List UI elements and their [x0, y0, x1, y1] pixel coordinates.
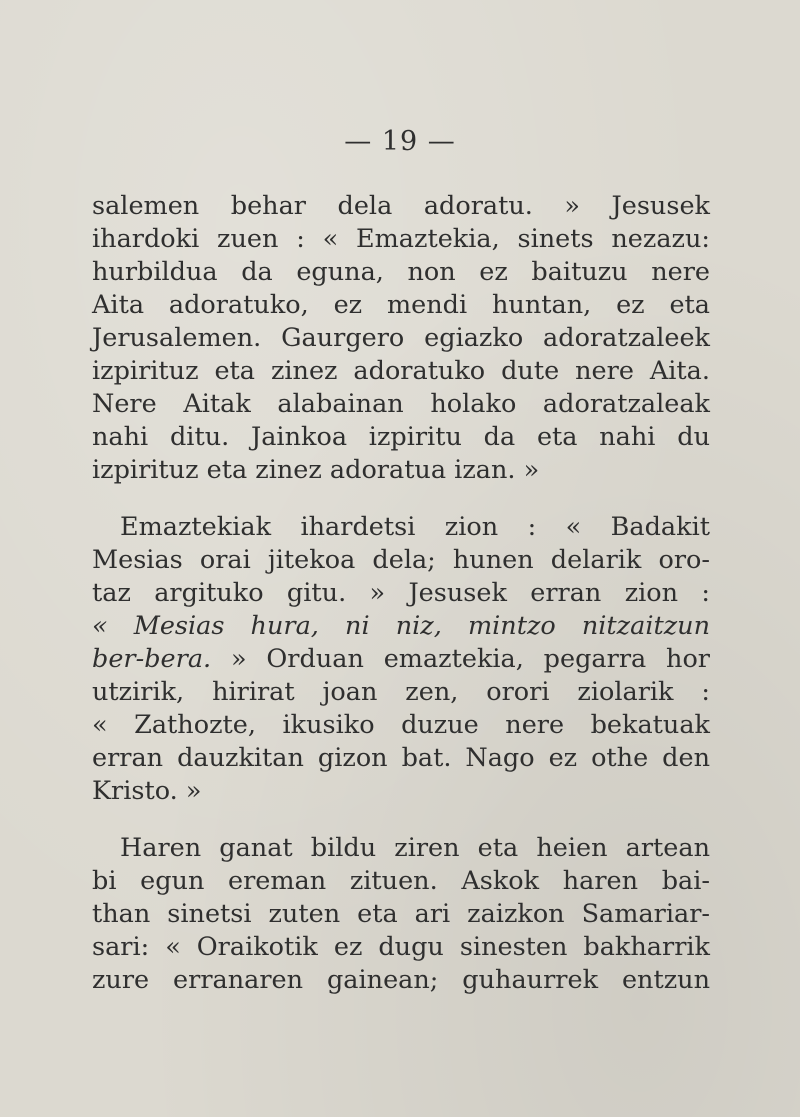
page-number: — 19 — — [344, 126, 456, 157]
text-line: taz argituko gitu. » Jesusek erran zion : — [92, 578, 710, 608]
text-line: zure erranaren gainean; guhaurrek entzun — [92, 965, 710, 995]
paragraph-gap — [92, 808, 710, 832]
text-line: Emaztekiak ihardetsi zion : « Badakit — [120, 512, 710, 542]
text-line: erran dauzkitan gizon bat. Nago ez othe den — [92, 743, 710, 773]
text-line: ihardoki zuen : « Emaztekia, sinets nezazu: — [92, 224, 710, 254]
text-line: hurbildua da eguna, non ez baituzu nere — [92, 257, 710, 287]
text-line: izpirituz eta zinez adoratua izan. » — [92, 455, 540, 485]
paragraph — [92, 190, 710, 487]
text-run: » Orduan emaztekia, pegarra hor — [211, 644, 710, 674]
text-line — [92, 643, 710, 676]
text-line: than sinetsi zuten eta ari zaizkon Samariar- — [92, 899, 710, 929]
text-line: bi egun ereman zituen. Askok haren bai- — [92, 866, 710, 896]
text-line: Aita adoratuko, ez mendi huntan, ez eta — [92, 290, 710, 320]
text-line: nahi ditu. Jainkoa izpiritu da eta nahi du — [92, 422, 710, 452]
text-line: Nere Aitak alabainan holako adoratzaleak — [92, 389, 710, 419]
paragraph-gap — [92, 487, 710, 511]
body-text — [92, 190, 710, 997]
text-line: Jerusalemen. Gaurgero egiazko adoratzaleek — [92, 323, 710, 353]
italic-run: ber-bera. — [92, 644, 212, 674]
text-line: Haren ganat bildu ziren eta heien artean — [120, 833, 710, 863]
paragraph — [92, 832, 710, 997]
text-line: Kristo. » — [92, 776, 202, 806]
text-line: salemen behar dela adoratu. » Jesusek — [92, 191, 710, 221]
text-line: utzirik, hirirat joan zen, orori ziolarik : — [92, 677, 710, 707]
text-line: izpirituz eta zinez adoratuko dute nere Aita. — [92, 356, 710, 386]
text-line: « Zathozte, ikusiko duzue nere bekatuak — [92, 710, 710, 740]
paragraph — [92, 511, 710, 808]
text-line: « Mesias hura, ni niz, mintzo nitzaitzun — [92, 611, 710, 641]
text-line: sari: « Oraikotik ez dugu sinesten bakharrik — [92, 932, 710, 962]
text-line: Mesias orai jitekoa dela; hunen delarik oro- — [92, 545, 710, 575]
